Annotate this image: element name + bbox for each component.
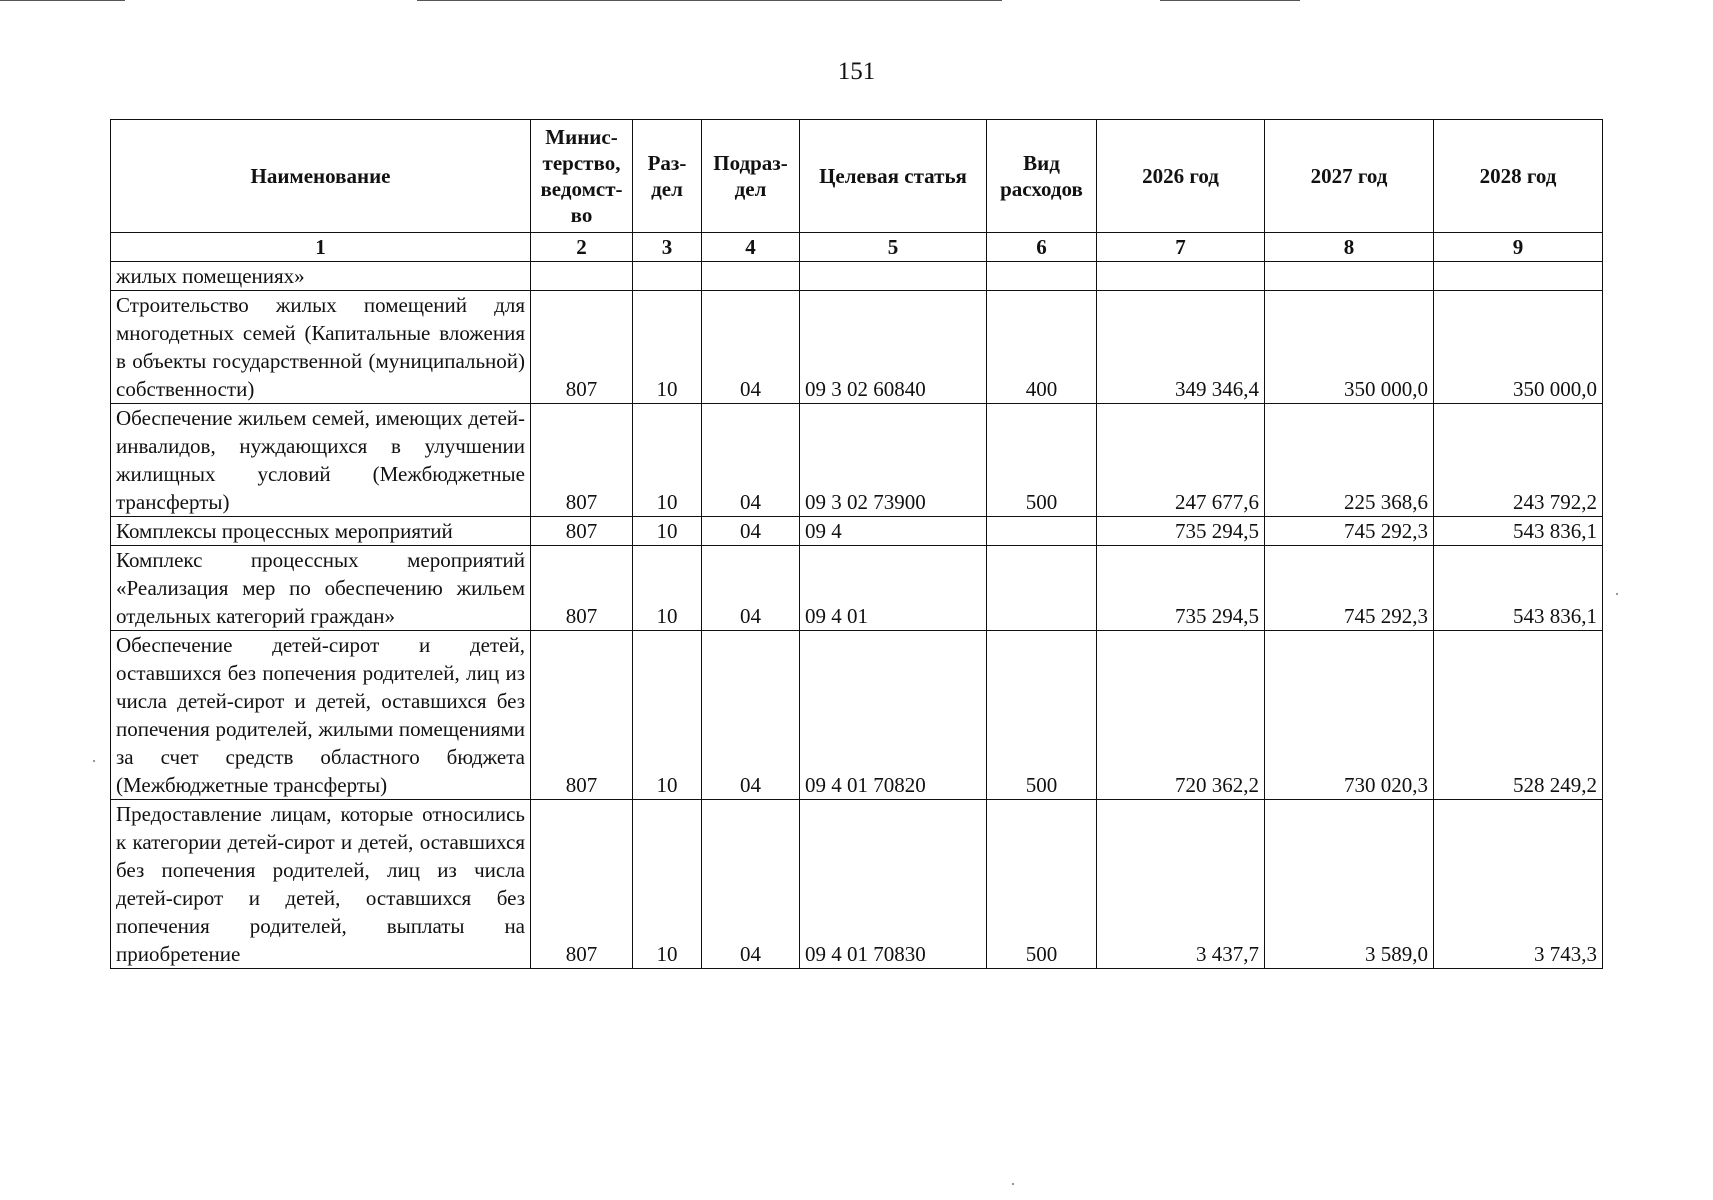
row-value-2026: 720 362,2 (1097, 631, 1265, 800)
row-section: 10 (633, 291, 702, 404)
row-expense-type: 500 (987, 631, 1097, 800)
row-ministry: 807 (531, 291, 633, 404)
row-value-2027: 225 368,6 (1265, 404, 1434, 517)
row-name: Обеспечение детей-сирот и детей, оставшихся без попечения родителей, лиц из числа детей-сирот и детей, оставшихся без попечения родителей, жилыми помещениями за счет средств областного бюджета (Межбюджетные трансферты) (111, 631, 531, 800)
row-target-article (800, 262, 987, 291)
column-number: 7 (1097, 233, 1265, 262)
row-value-2027: 350 000,0 (1265, 291, 1434, 404)
row-name: Строительство жилых помещений для многодетных семей (Капитальные вложения в объекты государственной (муниципальной) собственности) (111, 291, 531, 404)
row-value-2026 (1097, 262, 1265, 291)
row-subsection (702, 262, 800, 291)
row-value-2026: 349 346,4 (1097, 291, 1265, 404)
header-subsection: Подраз-дел (702, 120, 800, 233)
row-expense-type: 500 (987, 800, 1097, 969)
row-value-2028: 243 792,2 (1434, 404, 1603, 517)
row-section (633, 262, 702, 291)
row-subsection: 04 (702, 800, 800, 969)
row-target-article: 09 4 01 70830 (800, 800, 987, 969)
row-section: 10 (633, 404, 702, 517)
row-expense-type (987, 262, 1097, 291)
row-name: Комплексы процессных мероприятий (111, 517, 531, 546)
row-expense-type: 400 (987, 291, 1097, 404)
row-value-2028: 528 249,2 (1434, 631, 1603, 800)
row-value-2028: 350 000,0 (1434, 291, 1603, 404)
row-subsection: 04 (702, 546, 800, 631)
table-row (111, 291, 1603, 404)
scan-edge-line (0, 0, 125, 1)
row-section: 10 (633, 800, 702, 969)
row-value-2028: 543 836,1 (1434, 546, 1603, 631)
scan-speck (1012, 1183, 1014, 1185)
row-value-2028: 3 743,3 (1434, 800, 1603, 969)
column-number: 4 (702, 233, 800, 262)
row-value-2026: 247 677,6 (1097, 404, 1265, 517)
header-section: Раз-дел (633, 120, 702, 233)
row-ministry: 807 (531, 546, 633, 631)
row-section: 10 (633, 546, 702, 631)
column-number: 3 (633, 233, 702, 262)
column-number: 6 (987, 233, 1097, 262)
row-name: Предоставление лицам, которые относились к категории детей-сирот и детей, оставшихся без попечения родителей, лиц из числа детей-сирот и детей, оставшихся без попечения родителей, выплаты на приобретение (111, 800, 531, 969)
page-number: 151 (837, 58, 876, 85)
row-expense-type (987, 517, 1097, 546)
table-row (111, 800, 1603, 969)
row-subsection: 04 (702, 291, 800, 404)
row-ministry: 807 (531, 631, 633, 800)
row-subsection: 04 (702, 404, 800, 517)
row-ministry: 807 (531, 404, 633, 517)
row-value-2027: 745 292,3 (1265, 546, 1434, 631)
column-number: 8 (1265, 233, 1434, 262)
scan-speck (1616, 593, 1618, 595)
row-ministry: 807 (531, 800, 633, 969)
header-ministry: Минис-терство, ведомст-во (531, 120, 633, 233)
header-year-2028: 2028 год (1434, 120, 1603, 233)
header-name: Наименование (111, 120, 531, 233)
row-value-2026: 3 437,7 (1097, 800, 1265, 969)
table-row (111, 404, 1603, 517)
row-value-2027: 730 020,3 (1265, 631, 1434, 800)
row-name: Обеспечение жильем семей, имеющих детей-инвалидов, нуждающихся в улучшении жилищных условий (Межбюджетные трансферты) (111, 404, 531, 517)
row-value-2027: 3 589,0 (1265, 800, 1434, 969)
row-section: 10 (633, 517, 702, 546)
row-section: 10 (633, 631, 702, 800)
row-expense-type: 500 (987, 404, 1097, 517)
row-value-2026: 735 294,5 (1097, 517, 1265, 546)
header-row (111, 120, 1603, 233)
column-number: 2 (531, 233, 633, 262)
table-row (111, 262, 1603, 291)
table-row (111, 517, 1603, 546)
column-number-row (111, 233, 1603, 262)
row-value-2026: 735 294,5 (1097, 546, 1265, 631)
column-number: 1 (111, 233, 531, 262)
table-row (111, 546, 1603, 631)
header-year-2026: 2026 год (1097, 120, 1265, 233)
scan-edge-line (1160, 0, 1300, 1)
row-name: жилых помещениях» (111, 262, 531, 291)
budget-table (110, 119, 1603, 969)
row-ministry (531, 262, 633, 291)
row-value-2028 (1434, 262, 1603, 291)
row-name: Комплекс процессных мероприятий «Реализация мер по обеспечению жильем отдельных категорий граждан» (111, 546, 531, 631)
row-target-article: 09 3 02 73900 (800, 404, 987, 517)
header-expense-type: Вид расходов (987, 120, 1097, 233)
row-value-2028: 543 836,1 (1434, 517, 1603, 546)
row-expense-type (987, 546, 1097, 631)
row-target-article: 09 4 01 (800, 546, 987, 631)
table-row (111, 631, 1603, 800)
row-ministry: 807 (531, 517, 633, 546)
row-subsection: 04 (702, 517, 800, 546)
column-number: 9 (1434, 233, 1603, 262)
row-value-2027 (1265, 262, 1434, 291)
header-target-article: Целевая статья (800, 120, 987, 233)
scan-edge-line (417, 0, 1002, 1)
row-value-2027: 745 292,3 (1265, 517, 1434, 546)
row-target-article: 09 4 (800, 517, 987, 546)
column-number: 5 (800, 233, 987, 262)
row-target-article: 09 3 02 60840 (800, 291, 987, 404)
header-year-2027: 2027 год (1265, 120, 1434, 233)
row-target-article: 09 4 01 70820 (800, 631, 987, 800)
row-subsection: 04 (702, 631, 800, 800)
scan-speck (93, 760, 95, 762)
